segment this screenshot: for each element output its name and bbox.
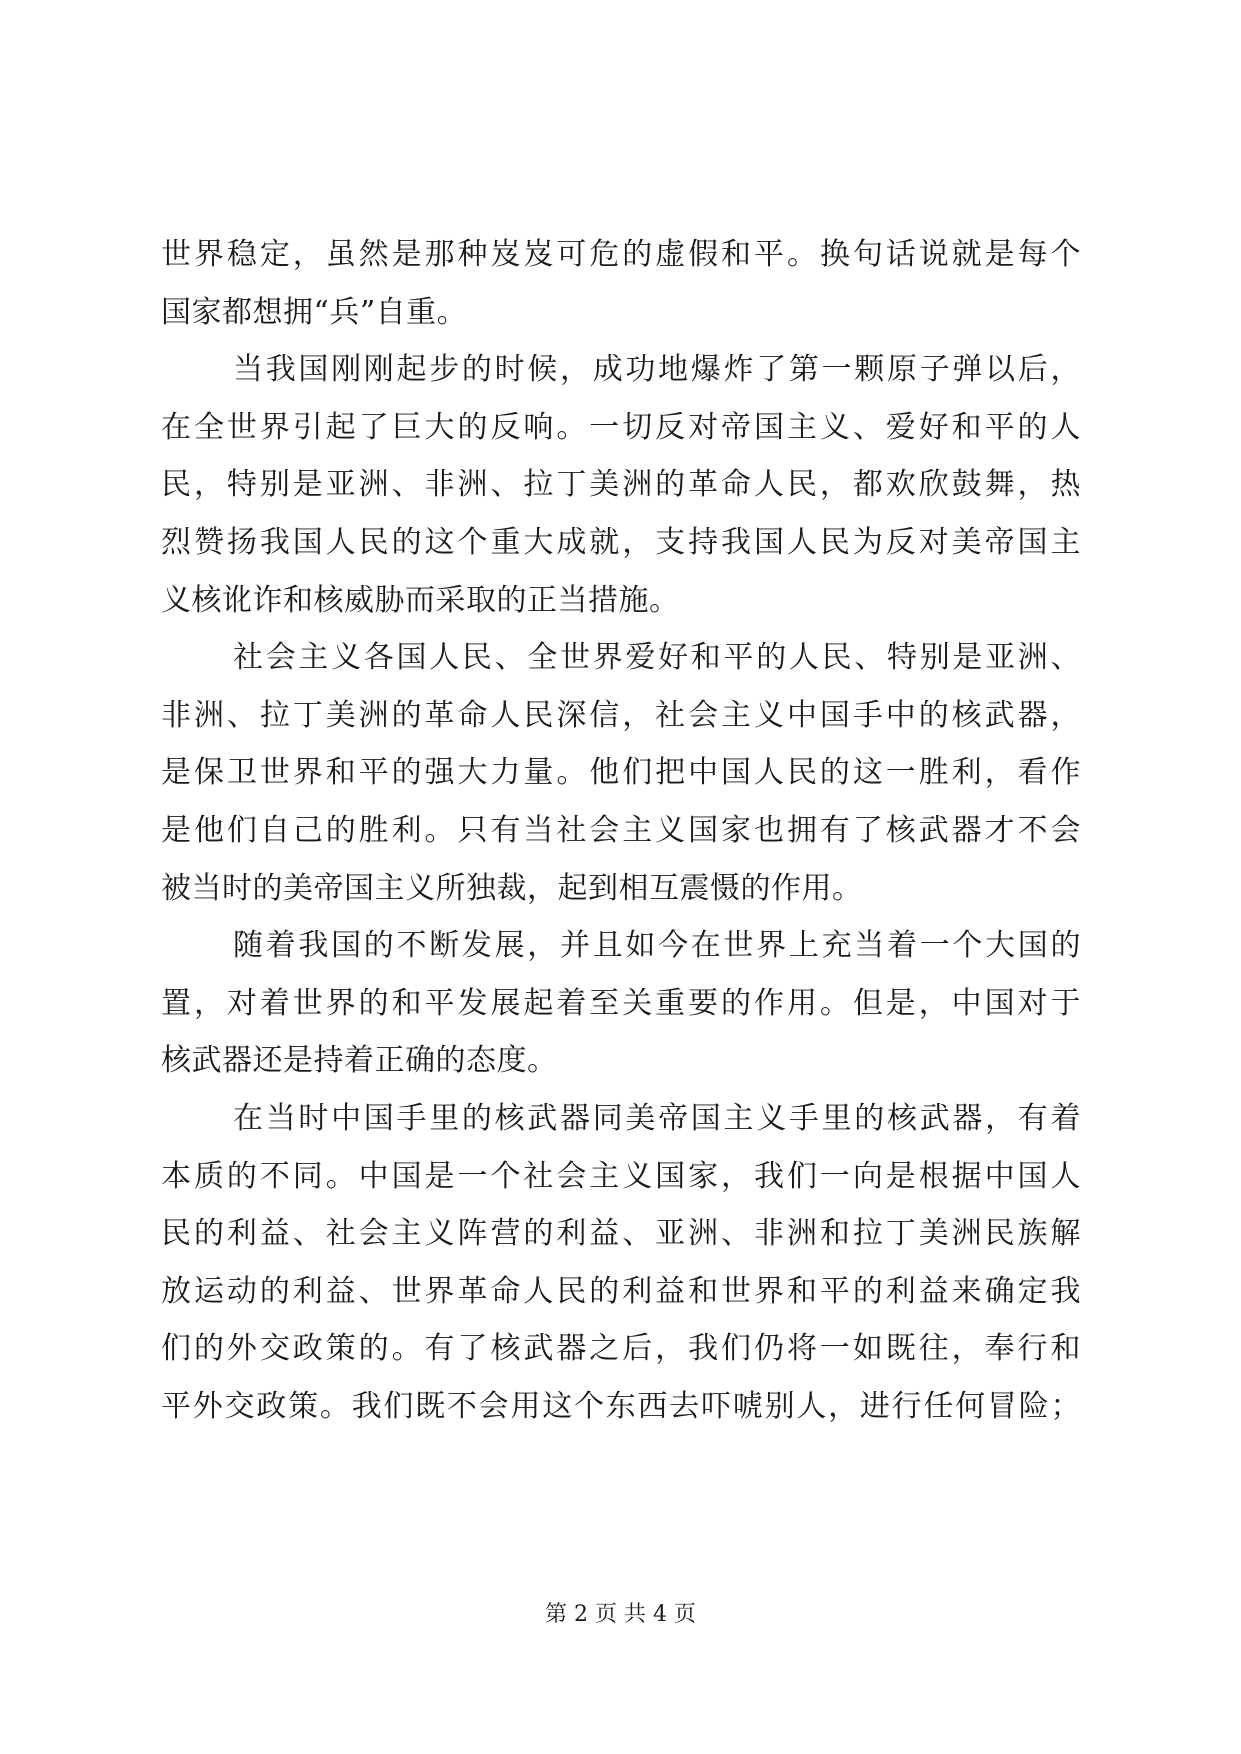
text-line: 民的利益、社会主义阵营的利益、亚洲、非洲和拉丁美洲民族解 <box>161 1216 1081 1252</box>
paragraph-3 <box>161 629 1081 917</box>
text-line: 社会主义各国人民、全世界爱好和平的人民、特别是亚洲、 <box>233 640 1081 676</box>
text-line: 放运动的利益、世界革命人民的利益和世界和平的利益来确定我 <box>161 1273 1081 1309</box>
text-line: 核武器还是持着正确的态度。 <box>161 1043 558 1079</box>
text-line: 平外交政策。我们既不会用这个东西去吓唬别人，进行任何冒险； <box>161 1388 1081 1424</box>
text-line: 在当时中国手里的核武器同美帝国主义手里的核武器，有着 <box>233 1100 1081 1136</box>
paragraph-4 <box>161 917 1081 1090</box>
text-line: 被当时的美帝国主义所独裁，起到相互震慑的作用。 <box>161 870 863 906</box>
paragraph-2 <box>161 341 1081 629</box>
document-body <box>161 226 1081 1435</box>
text-line: 义核讹诈和核威胁而采取的正当措施。 <box>161 582 680 618</box>
text-line: 世界稳定，虽然是那种岌岌可危的虚假和平。换句话说就是每个 <box>161 237 1081 272</box>
text-line: 们的外交政策的。有了核武器之后，我们仍将一如既往，奉行和 <box>161 1331 1081 1367</box>
text-line: 是保卫世界和平的强大力量。他们把中国人民的这一胜利，看作 <box>161 755 1081 791</box>
text-line: 当我国刚刚起步的时候，成功地爆炸了第一颗原子弹以后， <box>233 352 1081 388</box>
text-line: 是他们自己的胜利。只有当社会主义国家也拥有了核武器才不会 <box>161 812 1081 848</box>
text-line: 民，特别是亚洲、非洲、拉丁美洲的革命人民，都欢欣鼓舞，热 <box>161 467 1081 503</box>
text-line: 置，对着世界的和平发展起着至关重要的作用。但是，中国对于 <box>161 985 1081 1021</box>
text-line: 随着我国的不断发展，并且如今在世界上充当着一个大国的 <box>233 928 1081 964</box>
paragraph-1 <box>161 226 1081 341</box>
text-line: 国家都想拥“兵”自重。 <box>161 294 468 330</box>
text-line: 非洲、拉丁美洲的革命人民深信，社会主义中国手中的核武器， <box>161 697 1081 733</box>
paragraph-5 <box>161 1090 1081 1436</box>
text-line: 在全世界引起了巨大的反响。一切反对帝国主义、爱好和平的人 <box>161 409 1081 445</box>
text-line: 烈赞扬我国人民的这个重大成就，支持我国人民为反对美帝国主 <box>161 524 1081 560</box>
text-line: 本质的不同。中国是一个社会主义国家，我们一向是根据中国人 <box>161 1158 1081 1194</box>
page-number-footer: 第 2 页 共 4 页 <box>545 1602 696 1627</box>
